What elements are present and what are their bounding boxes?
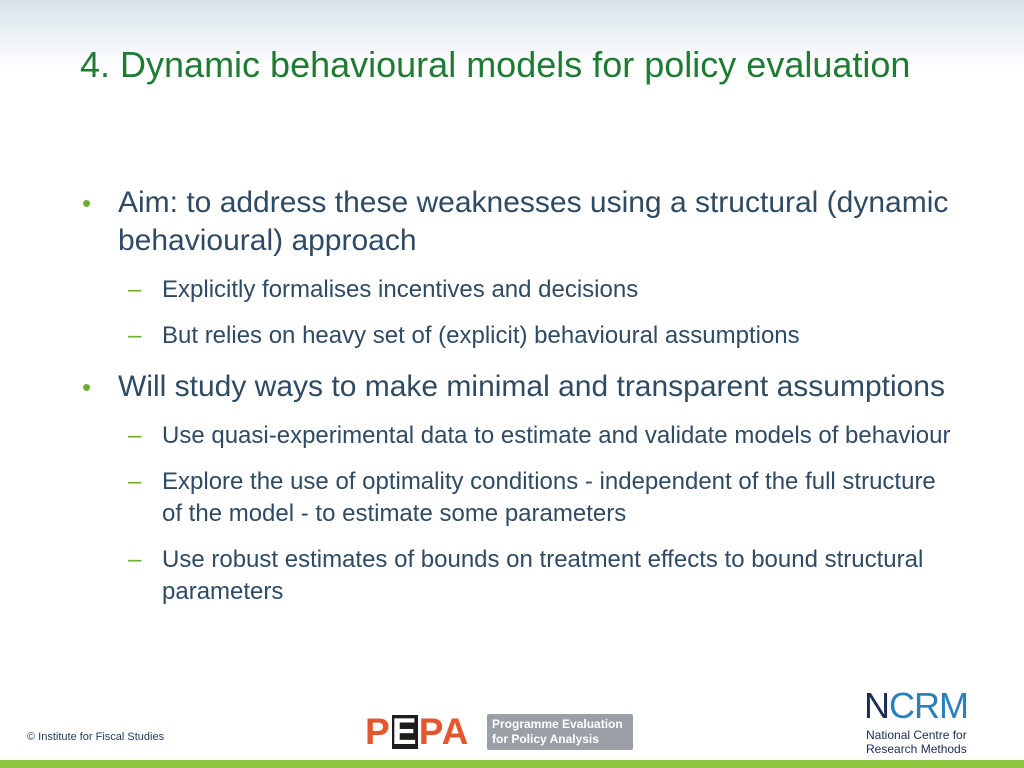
bullet-icon: • bbox=[82, 372, 92, 402]
dash-icon: – bbox=[128, 422, 142, 449]
sub-bullet-item bbox=[80, 544, 960, 608]
sub-bullet-item bbox=[80, 274, 960, 306]
sub-bullet-item bbox=[80, 420, 960, 452]
bullet-item bbox=[80, 184, 960, 260]
bullet-icon: • bbox=[82, 188, 92, 218]
sub-bullet-text: Use robust estimates of bounds on treatment effects to bound structural parameters bbox=[162, 546, 924, 605]
slide-title: 4. Dynamic behavioural models for policy evaluation bbox=[80, 44, 911, 85]
ncrm-logo-word: NCRM bbox=[864, 685, 968, 726]
sub-bullet-text: Explicitly formalises incentives and decisions bbox=[162, 276, 639, 303]
bullet-text: Aim: to address these weaknesses using a structural (dynamic behavioural) approach bbox=[118, 186, 949, 257]
bullet-text: Will study ways to make minimal and transparent assumptions bbox=[118, 370, 945, 403]
sub-bullet-text: Use quasi-experimental data to estimate and validate models of behaviour bbox=[162, 422, 951, 449]
dash-icon: – bbox=[128, 546, 142, 573]
dash-icon: – bbox=[128, 468, 142, 495]
pepa-logo bbox=[365, 712, 635, 752]
sub-bullet-item bbox=[80, 320, 960, 352]
ncrm-logo bbox=[864, 685, 994, 758]
sub-bullet-item bbox=[80, 466, 960, 530]
ncrm-caption-line1: National Centre for bbox=[866, 728, 967, 742]
sub-bullet-text: Explore the use of optimality conditions - independent of the full structure of the model - to estimate some parameters bbox=[162, 468, 936, 527]
slide-content bbox=[80, 184, 960, 608]
pepa-caption-line1: Programme Evaluation bbox=[492, 717, 623, 731]
pepa-logo-caption bbox=[487, 714, 633, 750]
dash-icon: – bbox=[128, 276, 142, 303]
copyright-text: © Institute for Fiscal Studies bbox=[27, 731, 165, 743]
ncrm-logo-caption bbox=[866, 728, 967, 756]
bottom-accent-bar bbox=[0, 760, 1024, 768]
bullet-item bbox=[80, 368, 960, 406]
sub-bullet-text: But relies on heavy set of (explicit) behavioural assumptions bbox=[162, 322, 800, 349]
ncrm-caption-line2: Research Methods bbox=[866, 742, 967, 756]
pepa-caption-line2: for Policy Analysis bbox=[492, 732, 599, 746]
dash-icon: – bbox=[128, 322, 142, 349]
pepa-logo-word: PEPA bbox=[365, 711, 470, 752]
